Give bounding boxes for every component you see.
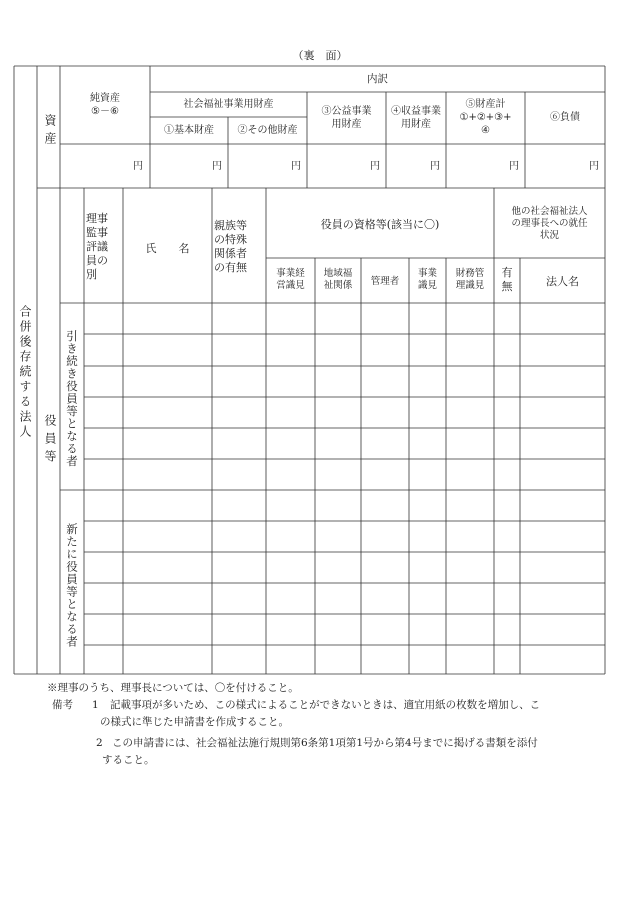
remark-1-number: 1 xyxy=(92,699,99,711)
qualification-header: 役員の資格等(該当に〇) xyxy=(320,218,440,231)
profit-property-header: ④収益事業 用財産 xyxy=(391,106,441,130)
yen-unit: 円 xyxy=(212,161,222,172)
corp-name-header: 法人名 xyxy=(546,275,579,288)
remarks-label: 備考 xyxy=(52,699,73,711)
continuing-officers-label: 引き続き役員等となる者 xyxy=(65,330,79,468)
breakdown-header: 内訳 xyxy=(367,73,388,85)
basic-property-header: ①基本財産 xyxy=(164,125,214,136)
yen-unit: 円 xyxy=(370,161,380,172)
page-header: （裏 面） xyxy=(292,49,348,62)
remark-2-number: 2 xyxy=(96,737,103,749)
relatives-header: 親族等 の特殊 関係者 の有無 xyxy=(214,219,247,274)
assets-section-label: 資産 xyxy=(43,114,57,150)
qual-management-header: 事業経 営識見 xyxy=(276,268,305,291)
name-header: 氏 名 xyxy=(145,242,190,255)
net-assets-header: 純資産 ⑤－⑥ xyxy=(90,93,120,117)
liabilities-header: ⑥負債 xyxy=(550,112,580,123)
yen-unit: 円 xyxy=(133,161,143,172)
new-officers-label: 新たに役員等となる者 xyxy=(65,523,79,648)
other-corp-header: 他の社会福祉法人 の理事長への就任 状況 xyxy=(511,206,588,241)
remark-2-line-1: この申請書には、社会福祉法施行規則第6条第1項第1号から第4号までに掲げる書類を添付 xyxy=(112,737,538,749)
yen-unit: 円 xyxy=(430,161,440,172)
public-interest-property-header: ③公益事業 用財産 xyxy=(321,106,372,130)
remark-2-line-2: すること。 xyxy=(102,754,155,766)
yen-unit: 円 xyxy=(291,161,301,172)
officer-type-header: 理事 監事 評議 員の 別 xyxy=(86,212,108,281)
presence-header: 有 無 xyxy=(501,266,513,293)
qual-regional-header: 地域福 祉関係 xyxy=(323,268,353,291)
surviving-corporation-label: 合併後存続する法人 xyxy=(18,305,32,440)
chairman-note: ※理事のうち、理事長については、〇を付けること。 xyxy=(47,682,299,694)
yen-unit: 円 xyxy=(509,161,519,172)
yen-unit: 円 xyxy=(589,161,599,172)
officers-section-label: 役員等 xyxy=(43,414,57,468)
social-welfare-property-header: 社会福祉事業用財産 xyxy=(183,99,274,110)
total-property-header: ⑤財産計 ①+②+③+ ④ xyxy=(459,99,512,136)
qual-manager-header: 管理者 xyxy=(370,276,400,287)
qual-business-header: 事業 識見 xyxy=(417,268,437,291)
other-property-header: ②その他財産 xyxy=(237,125,298,136)
qual-finance-header: 財務管 理識見 xyxy=(455,268,485,291)
remark-1-line-2: の様式に準じた申請書を作成すること。 xyxy=(100,716,289,728)
remark-1-line-1: 記載事項が多いため、この様式によることができないときは、適宜用紙の枚数を増加し、こ xyxy=(110,699,541,711)
